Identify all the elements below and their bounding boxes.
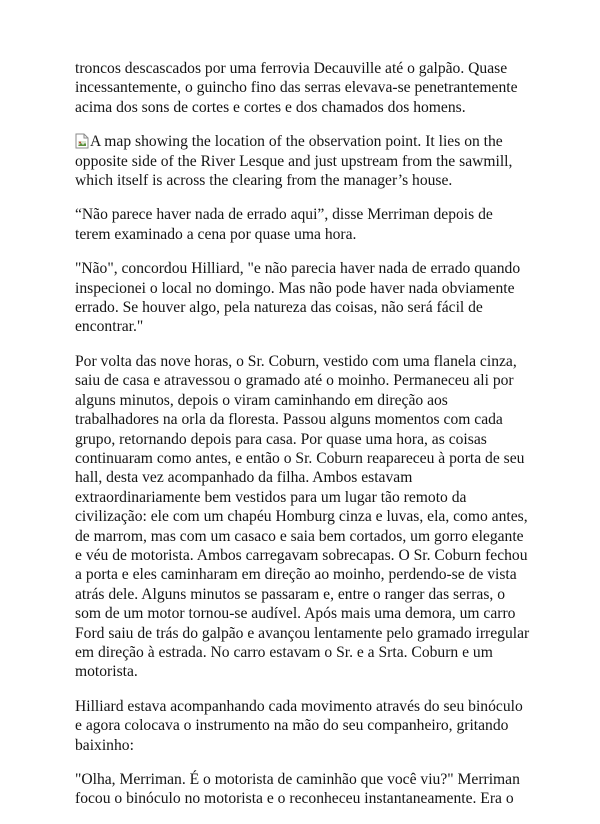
broken-image-icon [75,133,89,149]
paragraph-4: Por volta das nove horas, o Sr. Coburn, vestido com uma flanela cinza, saiu de casa e atravessou o gramado até o moinho. Permaneceu ali por alguns minutos, depois o viram caminhando em direção aos trabalhadores na orla da floresta. Passou alguns momentos com cada grupo, retornando depois para casa. Por quase uma hora, as coisas continuaram como antes, e então o Sr. Coburn reapareceu à porta de seu hall, desta vez acompanhado da filha. Ambos estavam extraordinariamente bem vestidos para um lugar tão remoto da civilização: ele com um chapéu Homburg cinza e luvas, ela, como antes, de marrom, mas com um casaco e saia bem cortados, um gorro elegante e véu de motorista. Ambos carregavam sobrecapas. O Sr. Coburn fechou a porta e eles caminharam em direção ao moinho, perdendo-se de vista atrás dele. Alguns minutos se passaram e, entre o ranger das serras, o som de um motor tornou-se audível. Após mais uma demora, um carro Ford saiu de trás do galpão e avançou lentamente pelo gramado irregular em direção à estrada. No carro estavam o Sr. e a Srta. Coburn e um motorista. [75,352,530,681]
paragraph-2: “Não parece haver nada de errado aqui”, disse Merriman depois de terem examinado a cena por quase uma hora. [75,206,493,243]
paragraph-6: "Olha, Merriman. É o motorista de caminhão que você viu?" Merriman focou o binóculo no motorista e o reconheceu instantaneamente. Era o [75,771,520,808]
paragraph-5: Hilliard estava acompanhando cada movimento através do seu binóculo e agora colocava o instrumento na mão do seu companheiro, gritando baixinho: [75,697,523,754]
paragraph-1: troncos descascados por uma ferrovia Decauville até o galpão. Quase incessantemente, o guincho fino das serras elevava-se penetrantemente acima dos sons de cortes e cortes e dos chamados dos homens. [75,60,518,116]
paragraph-3: "Não", concordou Hilliard, "e não parecia haver nada de errado quando inspecionei o local no domingo. Mas não pode haver nada obviamente errado. Se houver algo, pela natureza das coisas, não será fácil de encontrar." [75,260,521,336]
map-image-alt-text: A map showing the location of the observation point. It lies on the opposite side of the River Lesque and just upstream from the sawmill, which itself is across the clearing from the manager’s house. [75,133,513,190]
document-page [75,59,530,824]
map-image-placeholder [75,132,530,190]
